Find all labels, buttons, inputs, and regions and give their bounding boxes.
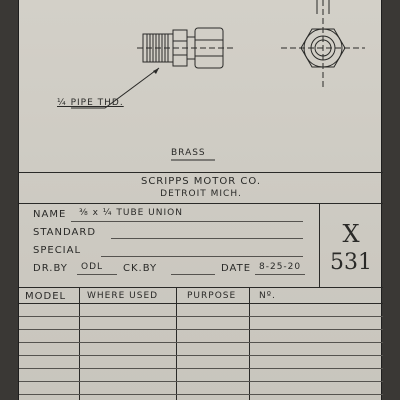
part-prefix: X bbox=[342, 220, 360, 248]
name-value: ⅜ x ¼ TUBE UNION bbox=[79, 208, 183, 218]
ck-by-underline bbox=[171, 274, 215, 275]
table-row-line bbox=[19, 381, 383, 382]
dr-by-label: DR.BY bbox=[33, 263, 68, 274]
column-header-model: MODEL bbox=[25, 291, 67, 302]
table-row-line bbox=[19, 316, 383, 317]
name-label: NAME bbox=[33, 209, 67, 220]
table-row-line bbox=[19, 329, 383, 330]
date-value: 8-25-20 bbox=[259, 262, 302, 272]
drawing-sheet bbox=[18, 0, 382, 400]
date-label: DATE bbox=[221, 263, 252, 274]
table-row-line bbox=[19, 394, 383, 395]
table-row-line bbox=[19, 355, 383, 356]
date-underline bbox=[255, 274, 305, 275]
material-label: BRASS bbox=[171, 148, 206, 158]
table-row-line bbox=[19, 368, 383, 369]
fitting-drawing bbox=[19, 0, 383, 172]
table-top-border bbox=[19, 287, 383, 288]
column-header-purpose: PURPOSE bbox=[187, 291, 237, 301]
title-block-top-border bbox=[19, 172, 383, 173]
part-number: 531 bbox=[330, 250, 372, 275]
name-underline bbox=[71, 221, 303, 222]
dr-by-value: ODL bbox=[81, 262, 104, 272]
company-name: SCRIPPS MOTOR CO. bbox=[140, 176, 262, 187]
column-header-number: Nº. bbox=[259, 291, 276, 301]
union-side-view bbox=[137, 28, 233, 68]
standard-label: STANDARD bbox=[33, 227, 97, 238]
special-underline bbox=[101, 256, 303, 257]
company-city: DETROIT MICH. bbox=[160, 189, 242, 199]
dr-by-underline bbox=[77, 274, 117, 275]
table-row-line bbox=[19, 342, 383, 343]
ck-by-label: CK.BY bbox=[123, 263, 158, 274]
special-label: SPECIAL bbox=[33, 245, 82, 256]
standard-underline bbox=[111, 238, 303, 239]
union-end-view bbox=[281, 0, 365, 90]
table-header-underline bbox=[19, 303, 383, 304]
column-header-where-used: WHERE USED bbox=[87, 291, 159, 301]
company-divider bbox=[19, 203, 383, 204]
thread-label: ¼ PIPE THD. bbox=[57, 98, 124, 108]
